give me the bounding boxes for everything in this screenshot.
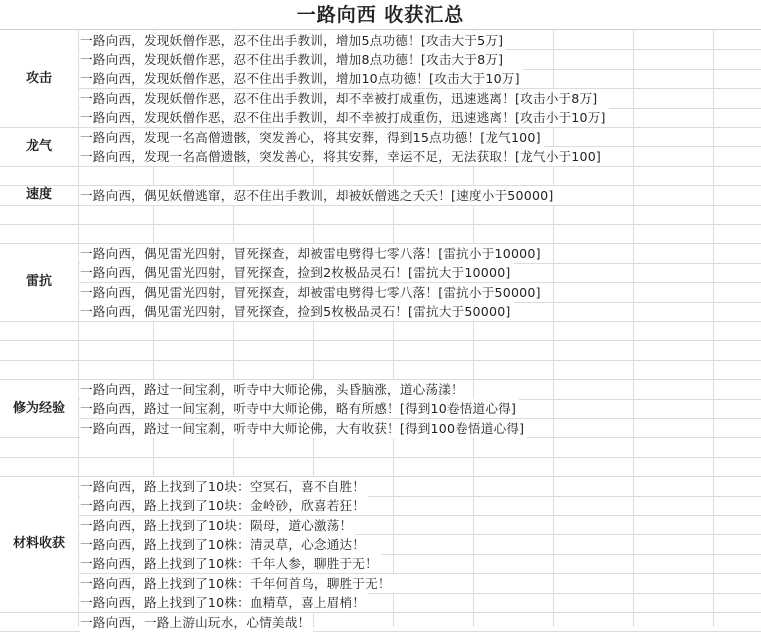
harvest-line: 一路向西，路上找到了10株：血精草，喜上眉梢！	[80, 593, 368, 612]
grid-row-line	[0, 457, 761, 458]
harvest-line: 一路向西，一路上游山玩水，心情美哉！	[80, 613, 313, 632]
grid-column-line	[633, 30, 634, 627]
harvest-line: 一路向西，偶见雷光四射，冒死探查，捡到5枚极品灵石！[雷抗大于50000]	[80, 302, 514, 321]
category-label: 速度	[0, 186, 78, 204]
harvest-line: 一路向西，路上找到了10株：千年人参，聊胜于无！	[80, 554, 381, 573]
harvest-line: 一路向西，发现妖僧作恶，忍不住出手教训，却不幸被打成重伤，迅速逃离！[攻击小于10万]	[80, 108, 609, 127]
grid-column-line	[78, 30, 79, 627]
harvest-line: 一路向西，发现妖僧作恶，忍不住出手教训，增加10点功德！[攻击大于10万]	[80, 69, 523, 88]
category-label: 攻击	[0, 31, 78, 127]
category-label: 修为经验	[0, 380, 78, 437]
sheet-title: 一路向西 收获汇总	[0, 0, 761, 30]
harvest-line: 一路向西，发现妖僧作恶，忍不住出手教训，增加8点功德！[攻击大于8万]	[80, 50, 506, 69]
grid-row-line	[0, 360, 761, 361]
harvest-line: 一路向西，偶见妖僧逃窜，忍不住出手教训，却被妖僧逃之夭夭！[速度小于50000]	[80, 186, 556, 205]
harvest-line: 一路向西，发现妖僧作恶，忍不住出手教训，增加5点功德！[攻击大于5万]	[80, 31, 506, 50]
grid-row-line	[0, 321, 761, 322]
harvest-line: 一路向西，路上找到了10块：陨母，道心激荡！	[80, 516, 355, 535]
harvest-line: 一路向西，路上找到了10块：金岭砂，欣喜若狂！	[80, 496, 368, 515]
harvest-line: 一路向西，发现妖僧作恶，忍不住出手教训，却不幸被打成重伤，迅速逃离！[攻击小于8万]	[80, 89, 600, 108]
grid-row-line	[0, 224, 761, 225]
harvest-line: 一路向西，路上找到了10块：空冥石，喜不自胜！	[80, 477, 368, 496]
grid-row-line	[0, 205, 761, 206]
harvest-line: 一路向西，路过一间宝刹，听寺中大师论佛，大有收获！[得到100卷悟道心得]	[80, 419, 527, 438]
harvest-line: 一路向西，路过一间宝刹，听寺中大师论佛，略有所感！[得到10卷悟道心得]	[80, 399, 519, 418]
grid-column-line	[713, 30, 714, 627]
harvest-line: 一路向西，发现一名高僧遗骸，突发善心，将其安葬，得到15点功德！[龙气100]	[80, 128, 544, 147]
harvest-line: 一路向西，发现一名高僧遗骸，突发善心，将其安葬，幸运不足，无法获取！[龙气小于100]	[80, 147, 604, 166]
harvest-line: 一路向西，偶见雷光四射，冒死探查，却被雷电劈得七零八落！[雷抗小于50000]	[80, 283, 544, 302]
harvest-line: 一路向西，路上找到了10株：清灵草，心念通达！	[80, 535, 368, 554]
harvest-line: 一路向西，路上找到了10株：千年何首乌，聊胜于无！	[80, 574, 394, 593]
grid-row-line	[0, 340, 761, 341]
harvest-line: 一路向西，偶见雷光四射，冒死探查，却被雷电劈得七零八落！[雷抗小于10000]	[80, 244, 544, 263]
grid-row-line	[0, 437, 761, 438]
harvest-line: 一路向西，路过一间宝刹，听寺中大师论佛，头昏脑涨，道心荡漾！	[80, 380, 467, 399]
category-label: 材料收获	[0, 477, 78, 612]
category-label: 龙气	[0, 128, 78, 166]
category-label: 雷抗	[0, 244, 78, 321]
grid-row-line	[0, 166, 761, 167]
harvest-line: 一路向西，偶见雷光四射，冒死探查，捡到2枚极品灵石！[雷抗大于10000]	[80, 263, 514, 282]
